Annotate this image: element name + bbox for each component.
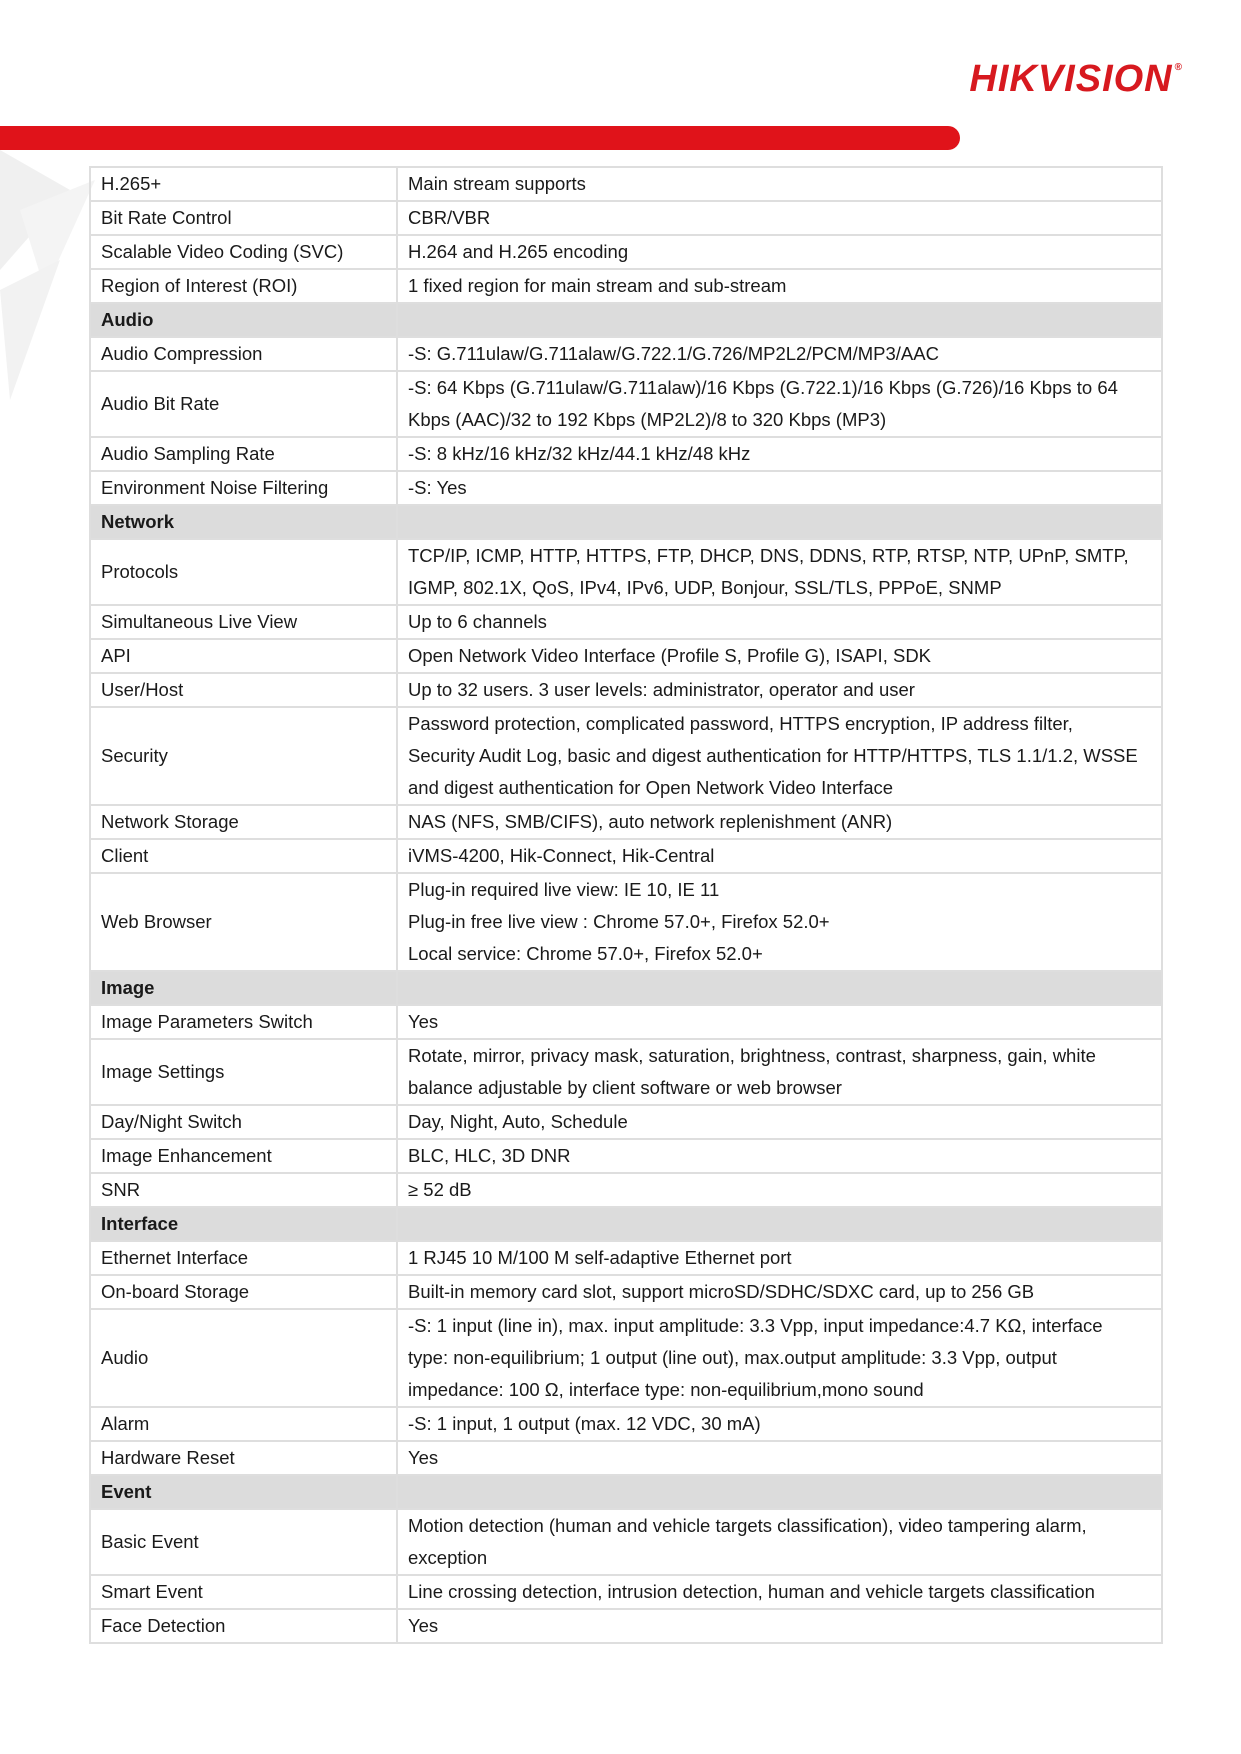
spec-value	[397, 1309, 1162, 1407]
spec-value	[397, 1407, 1162, 1441]
spec-row	[90, 873, 1162, 971]
spec-key: Audio Bit Rate	[90, 371, 397, 437]
spec-key: Image Parameters Switch	[90, 1005, 397, 1039]
spec-value	[397, 1241, 1162, 1275]
spec-value	[397, 1275, 1162, 1309]
spec-value-line: type: non-equilibrium; 1 output (line out), max.output amplitude: 3.3 Vpp, output	[408, 1347, 1057, 1368]
registered-mark: ®	[1174, 62, 1183, 73]
section-title: Network	[90, 505, 397, 539]
spec-key: API	[90, 639, 397, 673]
spec-value	[397, 1575, 1162, 1609]
spec-key: Protocols	[90, 539, 397, 605]
spec-key: Audio Sampling Rate	[90, 437, 397, 471]
spec-row	[90, 1173, 1162, 1207]
section-title: Interface	[90, 1207, 397, 1241]
spec-value-line: Up to 6 channels	[408, 611, 547, 632]
spec-row	[90, 371, 1162, 437]
spec-key: Bit Rate Control	[90, 201, 397, 235]
spec-value-line: balance adjustable by client software or web browser	[408, 1077, 842, 1098]
spec-value-line: -S: 64 Kbps (G.711ulaw/G.711alaw)/16 Kbps (G.722.1)/16 Kbps (G.726)/16 Kbps to 64	[408, 377, 1118, 398]
spec-value-line: Plug-in required live view: IE 10, IE 11	[408, 879, 720, 900]
spec-row	[90, 269, 1162, 303]
spec-value	[397, 639, 1162, 673]
spec-value	[397, 673, 1162, 707]
spec-key: Day/Night Switch	[90, 1105, 397, 1139]
spec-row	[90, 539, 1162, 605]
spec-key: Hardware Reset	[90, 1441, 397, 1475]
spec-row	[90, 1407, 1162, 1441]
spec-row	[90, 1005, 1162, 1039]
spec-key: H.265+	[90, 167, 397, 201]
spec-value	[397, 1005, 1162, 1039]
spec-value	[397, 805, 1162, 839]
spec-key: Smart Event	[90, 1575, 397, 1609]
spec-row	[90, 1441, 1162, 1475]
spec-value-line: BLC, HLC, 3D DNR	[408, 1145, 571, 1166]
spec-row	[90, 437, 1162, 471]
section-title: Event	[90, 1475, 397, 1509]
spec-key: Client	[90, 839, 397, 873]
spec-row	[90, 1105, 1162, 1139]
spec-value-line: -S: 1 input, 1 output (max. 12 VDC, 30 mA)	[408, 1413, 761, 1434]
spec-row	[90, 839, 1162, 873]
section-header-row	[90, 1207, 1162, 1241]
spec-row	[90, 337, 1162, 371]
spec-value	[397, 371, 1162, 437]
spec-value	[397, 539, 1162, 605]
spec-value-line: -S: 8 kHz/16 kHz/32 kHz/44.1 kHz/48 kHz	[408, 443, 751, 464]
spec-key: Face Detection	[90, 1609, 397, 1643]
spec-key: Image Enhancement	[90, 1139, 397, 1173]
spec-row	[90, 1241, 1162, 1275]
spec-value	[397, 1139, 1162, 1173]
spec-value-line: H.264 and H.265 encoding	[408, 241, 629, 262]
spec-value	[397, 269, 1162, 303]
spec-row	[90, 805, 1162, 839]
spec-value-line: Open Network Video Interface (Profile S, Profile G), ISAPI, SDK	[408, 645, 932, 666]
spec-value	[397, 437, 1162, 471]
header-red-bar	[0, 126, 960, 150]
spec-value-line: impedance: 100 Ω, interface type: non-equilibrium,mono sound	[408, 1379, 924, 1400]
spec-value-line: Motion detection (human and vehicle targets classification), video tampering alarm,	[408, 1515, 1087, 1536]
spec-row	[90, 1575, 1162, 1609]
spec-value-line: -S: 1 input (line in), max. input amplitude: 3.3 Vpp, input impedance:4.7 KΩ, interface	[408, 1315, 1103, 1336]
section-title: Audio	[90, 303, 397, 337]
spec-key: Scalable Video Coding (SVC)	[90, 235, 397, 269]
spec-key: Environment Noise Filtering	[90, 471, 397, 505]
spec-value	[397, 167, 1162, 201]
spec-key: User/Host	[90, 673, 397, 707]
spec-value-line: -S: G.711ulaw/G.711alaw/G.722.1/G.726/MP2L2/PCM/MP3/AAC	[408, 343, 939, 364]
spec-value	[397, 605, 1162, 639]
spec-value	[397, 707, 1162, 805]
spec-value-line: Yes	[408, 1011, 439, 1032]
spec-value-line: Security Audit Log, basic and digest authentication for HTTP/HTTPS, TLS 1.1/1.2, WSSE	[408, 745, 1138, 766]
spec-value	[397, 1173, 1162, 1207]
spec-value-line: CBR/VBR	[408, 207, 491, 228]
spec-value-line: TCP/IP, ICMP, HTTP, HTTPS, FTP, DHCP, DNS, DDNS, RTP, RTSP, NTP, UPnP, SMTP,	[408, 545, 1129, 566]
section-title: Image	[90, 971, 397, 1005]
spec-row	[90, 1275, 1162, 1309]
spec-value-line: exception	[408, 1547, 488, 1568]
spec-value-line: Local service: Chrome 57.0+, Firefox 52.0+	[408, 943, 763, 964]
spec-key: SNR	[90, 1173, 397, 1207]
spec-row	[90, 673, 1162, 707]
section-header-row	[90, 971, 1162, 1005]
spec-value-line: NAS (NFS, SMB/CIFS), auto network replenishment (ANR)	[408, 811, 893, 832]
spec-key: Simultaneous Live View	[90, 605, 397, 639]
spec-row	[90, 1609, 1162, 1643]
section-filler	[397, 303, 1162, 337]
spec-value	[397, 1609, 1162, 1643]
spec-value-line: -S: Yes	[408, 477, 467, 498]
spec-row	[90, 707, 1162, 805]
section-filler	[397, 1475, 1162, 1509]
spec-key: Audio	[90, 1309, 397, 1407]
spec-value	[397, 235, 1162, 269]
logo-wordmark: HIKVISION	[969, 58, 1173, 100]
spec-value	[397, 471, 1162, 505]
spec-row	[90, 1509, 1162, 1575]
spec-row	[90, 201, 1162, 235]
spec-key: Ethernet Interface	[90, 1241, 397, 1275]
spec-key: Network Storage	[90, 805, 397, 839]
spec-row	[90, 471, 1162, 505]
spec-row	[90, 1039, 1162, 1105]
spec-value-line: Line crossing detection, intrusion detection, human and vehicle targets classification	[408, 1581, 1095, 1602]
spec-key: On-board Storage	[90, 1275, 397, 1309]
spec-key: Basic Event	[90, 1509, 397, 1575]
spec-value-line: Yes	[408, 1615, 439, 1636]
spec-value	[397, 1039, 1162, 1105]
spec-value-line: Yes	[408, 1447, 439, 1468]
spec-value-line: iVMS-4200, Hik-Connect, Hik-Central	[408, 845, 715, 866]
spec-value-line: Up to 32 users. 3 user levels: administrator, operator and user	[408, 679, 915, 700]
spec-value	[397, 1105, 1162, 1139]
spec-value-line: Plug-in free live view : Chrome 57.0+, Firefox 52.0+	[408, 911, 830, 932]
spec-value-line: IGMP, 802.1X, QoS, IPv4, IPv6, UDP, Bonjour, SSL/TLS, PPPoE, SNMP	[408, 577, 1002, 598]
hikvision-logo	[969, 58, 1183, 101]
spec-row	[90, 1139, 1162, 1173]
spec-key: Image Settings	[90, 1039, 397, 1105]
spec-row	[90, 639, 1162, 673]
spec-value-line: ≥ 52 dB	[408, 1179, 472, 1200]
spec-value-line: and digest authentication for Open Network Video Interface	[408, 777, 894, 798]
section-header-row	[90, 1475, 1162, 1509]
spec-value-line: 1 fixed region for main stream and sub-stream	[408, 275, 787, 296]
spec-value	[397, 1441, 1162, 1475]
spec-key: Web Browser	[90, 873, 397, 971]
section-filler	[397, 1207, 1162, 1241]
spec-key: Audio Compression	[90, 337, 397, 371]
spec-value-line: Password protection, complicated password, HTTPS encryption, IP address filter,	[408, 713, 1073, 734]
spec-row	[90, 235, 1162, 269]
spec-value-line: Kbps (AAC)/32 to 192 Kbps (MP2L2)/8 to 320 Kbps (MP3)	[408, 409, 887, 430]
section-filler	[397, 505, 1162, 539]
spec-key: Security	[90, 707, 397, 805]
spec-value	[397, 839, 1162, 873]
spec-key: Alarm	[90, 1407, 397, 1441]
section-header-row	[90, 303, 1162, 337]
spec-value-line: Day, Night, Auto, Schedule	[408, 1111, 628, 1132]
section-header-row	[90, 505, 1162, 539]
spec-value	[397, 873, 1162, 971]
spec-value	[397, 1509, 1162, 1575]
spec-table	[89, 166, 1163, 1644]
spec-value	[397, 201, 1162, 235]
spec-row	[90, 167, 1162, 201]
spec-value-line: Rotate, mirror, privacy mask, saturation, brightness, contrast, sharpness, gain, white	[408, 1045, 1096, 1066]
spec-value-line: Built-in memory card slot, support microSD/SDHC/SDXC card, up to 256 GB	[408, 1281, 1035, 1302]
spec-value	[397, 337, 1162, 371]
section-filler	[397, 971, 1162, 1005]
spec-row	[90, 1309, 1162, 1407]
spec-key: Region of Interest (ROI)	[90, 269, 397, 303]
spec-value-line: 1 RJ45 10 M/100 M self-adaptive Ethernet port	[408, 1247, 792, 1268]
spec-row	[90, 605, 1162, 639]
spec-value-line: Main stream supports	[408, 173, 586, 194]
watermark-graphic	[0, 150, 100, 410]
